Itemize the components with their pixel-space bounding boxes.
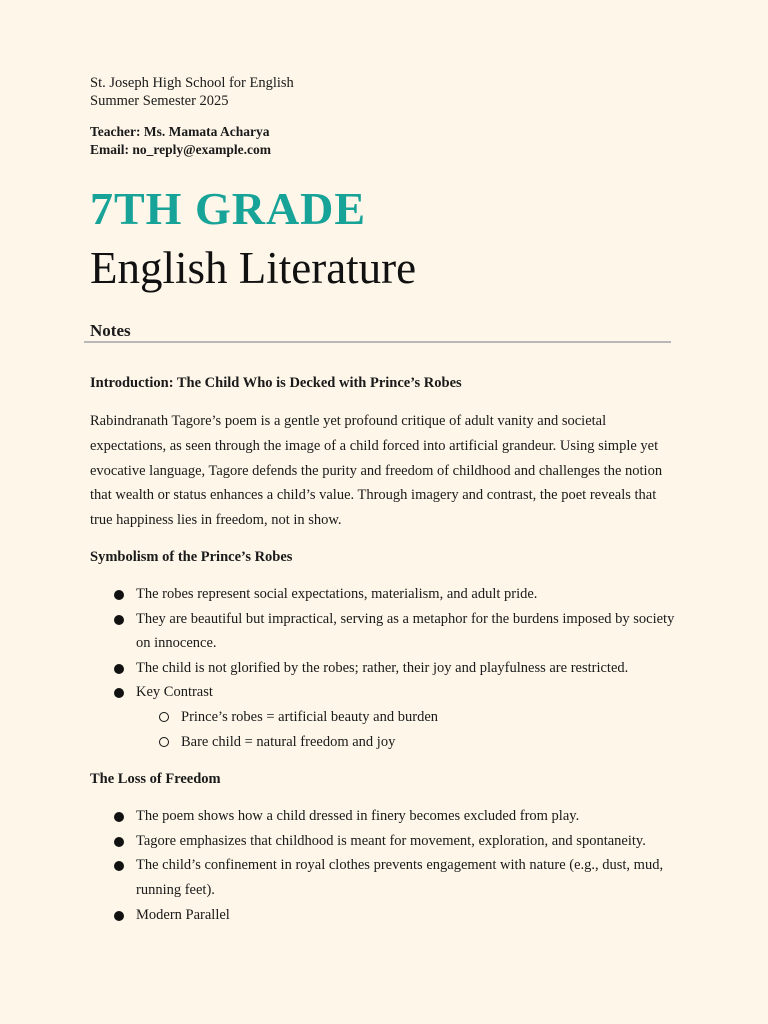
list-item: The child’s confinement in royal clothes prevents engagement with nature (e.g., dust, mud, running feet). bbox=[136, 853, 680, 902]
list-item: The robes represent social expectations, materialism, and adult pride. bbox=[136, 582, 680, 607]
intro-paragraph: Rabindranath Tagore’s poem is a gentle yet profound critique of adult vanity and societal expectations, as seen through the image of a child forced into artificial grandeur. Using simple yet evocative language, Tagore defends the purity and freedom of childhood and challenges the notion that wealth or status enhances a child’s value. Through imagery and contrast, the poet reveals that true happiness lies in freedom, not in show. bbox=[90, 413, 663, 529]
freedom-title: The Loss of Freedom bbox=[90, 771, 221, 788]
contact-info bbox=[90, 123, 271, 159]
teacher-email: Email: no_reply@example.com bbox=[90, 142, 272, 157]
list-item: The poem shows how a child dressed in finery becomes excluded from play. bbox=[136, 804, 680, 829]
list-item: The child is not glorified by the robes; rather, their joy and playfulness are restricted. bbox=[136, 656, 680, 681]
list-item: They are beautiful but impractical, serving as a metaphor for the burdens imposed by society on innocence. bbox=[136, 607, 680, 656]
list-item-label: Key Contrast bbox=[136, 684, 213, 701]
teacher-name: Teacher: Ms. Mamata Acharya bbox=[90, 124, 270, 139]
semester: Summer Semester 2025 bbox=[90, 93, 229, 109]
symbolism-list bbox=[90, 582, 680, 754]
school-info bbox=[90, 74, 294, 110]
list-item: Modern Parallel bbox=[136, 903, 680, 928]
section-divider bbox=[84, 341, 671, 343]
freedom-list bbox=[90, 804, 680, 927]
list-item bbox=[136, 680, 680, 754]
list-item: Tagore emphasizes that childhood is meant for movement, exploration, and spontaneity. bbox=[136, 829, 680, 854]
notes-heading: Notes bbox=[90, 321, 131, 340]
intro-title: Introduction: The Child Who is Decked with Prince’s Robes bbox=[90, 375, 462, 391]
subject-title: English Literature bbox=[90, 243, 417, 293]
sub-list-item: Bare child = natural freedom and joy bbox=[181, 730, 680, 755]
key-contrast-list bbox=[136, 705, 680, 754]
school-name: St. Joseph High School for English bbox=[90, 75, 294, 91]
notes-content bbox=[90, 372, 680, 927]
symbolism-title: Symbolism of the Prince’s Robes bbox=[90, 548, 293, 565]
grade-title: 7TH GRADE bbox=[90, 183, 367, 234]
sub-list-item: Prince’s robes = artificial beauty and burden bbox=[181, 705, 680, 730]
